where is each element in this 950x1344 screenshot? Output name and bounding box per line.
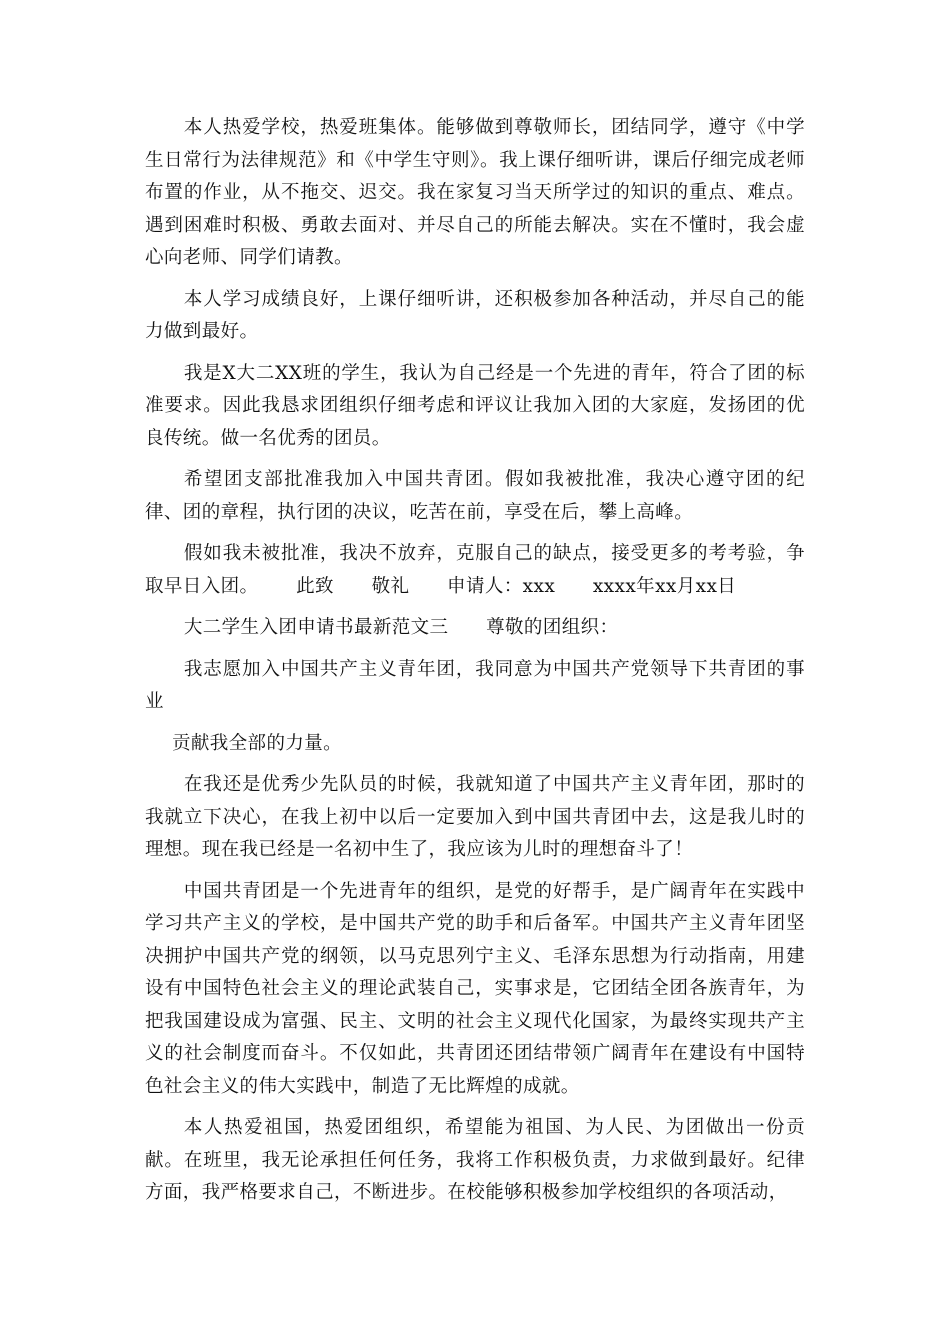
paragraph-sample-heading: 大二学生入团申请书最新范文三 尊敬的团组织： xyxy=(183,617,619,638)
paragraph-childhood-ideal: 在我还是优秀少先队员的时候，我就知道了中国共产主义青年团，那时的我就立下决心，在我上初中以后一定要加入到中国共青团中去，这是我儿时的理想。现在我已经是一名初中生了，我应该为儿时的理想奋斗了！ xyxy=(145,774,805,860)
paragraph-league-description: 中国共青团是一个先进青年的组织，是党的好帮手，是广阔青年在实践中学习共产主义的学校，是中国共产党的助手和后备军。中国共产主义青年团坚决拥护中国共产党的纲领，以马克思列宁主义、毛泽东思想为行动指南，用建设有中国特色社会主义的理论武装自己，实事求是，它团结全团各族青年，为把我国建设成为富强、民主、文明的社会主义现代化国家，为最终实现共产主义的社会制度而奋斗。不仅如此，共青团还团结带领广阔青年在建设有中国特色社会主义的伟大实践中，制造了无比辉煌的成就。 xyxy=(145,880,805,1097)
paragraph-personal-commitment: 本人热爱祖国，热爱团组织，希望能为祖国、为人民、为团做出一份贡献。在班里，我无论承担任何任务，我将工作积极负责，力求做到最好。纪律方面，我严格要求自己，不断进步。在校能够积极参加学校组织的各项活动， xyxy=(145,1117,805,1203)
paragraph-approval-hope: 希望团支部批准我加入中国共青团。假如我被批准，我决心遵守团的纪律、团的章程，执行团的决议，吃苦在前，享受在后，攀上高峰。 xyxy=(145,469,805,523)
document-body xyxy=(145,112,843,1219)
paragraph-volunteer-statement: 我志愿加入中国共产主义青年团，我同意为中国共产党领导下共青团的事业 xyxy=(145,658,805,712)
paragraph-closing-signature: 假如我未被批准，我决不放弃，克服自己的缺点，接受更多的考考验，争取早日入团。 此致 敬礼 申请人：xxx xxxx年xx月xx日 xyxy=(145,543,805,597)
paragraph-class-identity: 我是X大二XX班的学生，我认为自己经是一个先进的青年，符合了团的标准要求。因此我恳求团组织仔细考虑和评议让我加入团的大家庭，发扬团的优良传统。做一名优秀的团员。 xyxy=(145,362,805,449)
paragraph-study-performance: 本人学习成绩良好，上课仔细听讲，还积极参加各种活动，并尽自己的能力做到最好。 xyxy=(145,288,805,342)
paragraph-school-conduct: 本人热爱学校，热爱班集体。能够做到尊敬师长，团结同学，遵守《中学生日常行为法律规范》和《中学生守则》。我上课仔细听讲，课后仔细完成老师布置的作业，从不拖交、迟交。我在家复习当天所学过的知识的重点、难点。 遇到困难时积极、勇敢去面对、并尽自己的所能去解决。实在不懂时，我会虚心向老师、同学们请教。 xyxy=(145,117,843,268)
paragraph-contribution: 贡献我全部的力量。 xyxy=(171,732,343,754)
